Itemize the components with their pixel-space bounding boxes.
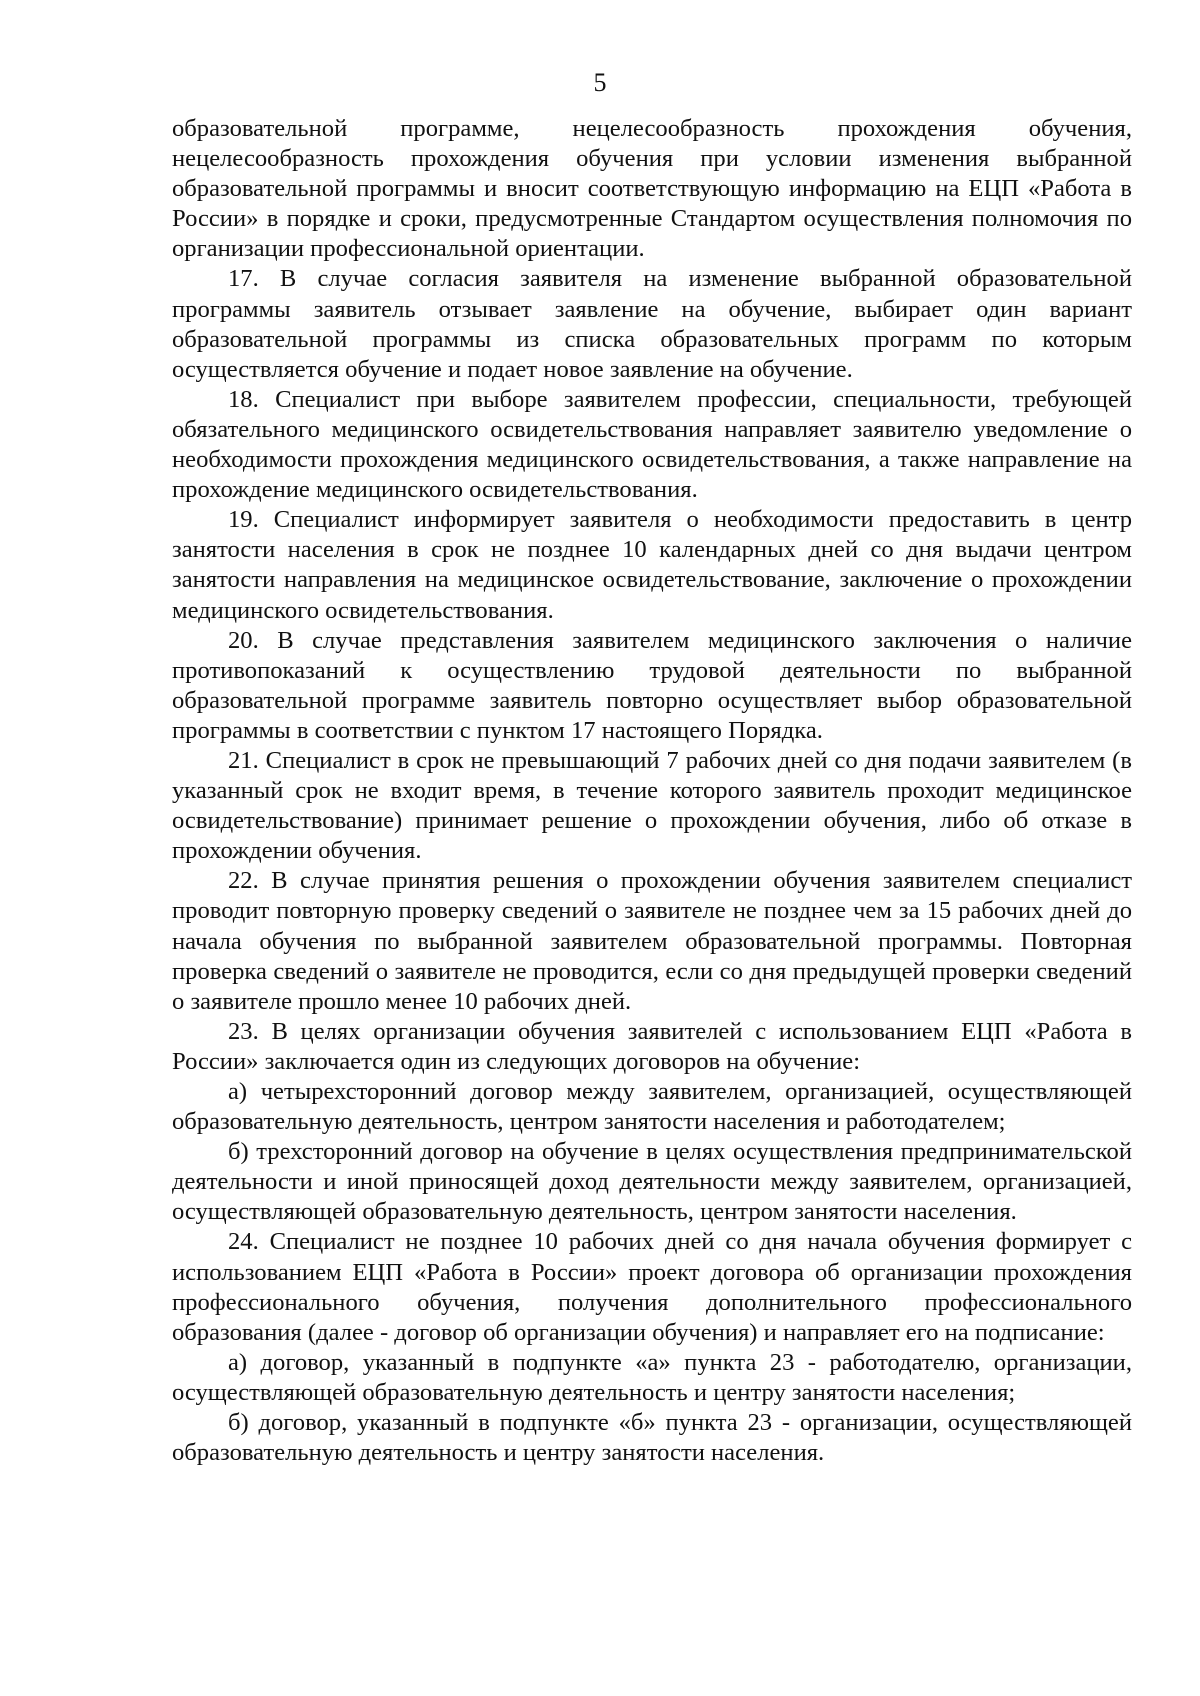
page-number: 5 <box>593 68 607 97</box>
paragraph-24-a: а) договор, указанный в подпункте «а» пункта 23 - работодателю, организации, осуществляющей образовательную деятельность и центру занятости населения; <box>172 1348 1132 1406</box>
paragraph-19: 19. Специалист информирует заявителя о необходимости предоставить в центр занятости населения в срок не позднее 10 календарных дней со дня выдачи центром занятости направления на медицинское освидетельствование, заключение о прохождении медицинского освидетельствования. <box>172 506 1132 624</box>
paragraph-21: 21. Специалист в срок не превышающий 7 рабочих дней со дня подачи заявителем (в указанный срок не входит время, в течение которого заявитель проходит медицинское освидетельствование) принимает решение о прохождении обучения, либо об отказе в прохождении обучения. <box>172 746 1132 865</box>
paragraph-continuation: образовательной программе, нецелесообразность прохождения обучения, нецелесообразность прохождения обучения при условии изменения выбранной образовательной программы и вносит соответствующую информацию на ЕЦП «Работа в России» в порядке и сроки, предусмотренные Стандартом осуществления полномочия по организации профессиональной ориентации. <box>172 115 1132 263</box>
paragraph-23: 23. В целях организации обучения заявителей с использованием ЕЦП «Работа в России» заключается один из следующих договоров на обучение: <box>172 1017 1132 1075</box>
paragraph-23-a: а) четырехсторонний договор между заявителем, организацией, осуществляющей образовательную деятельность, центром занятости населения и работодателем; <box>172 1078 1132 1136</box>
paragraph-23-b: б) трехсторонний договор на обучение в целях осуществления предпринимательской деятельности и иной приносящей доход деятельности между заявителем, организацией, осуществляющей образовательную деятельность, центром занятости населения. <box>172 1138 1132 1226</box>
paragraph-18: 18. Специалист при выборе заявителем профессии, специальности, требующей обязательного медицинского освидетельствования направляет заявителю уведомление о необходимости прохождения медицинского освидетельствования, а также направление на прохождение медицинского освидетельствования. <box>172 385 1132 504</box>
paragraph-24-b: б) договор, указанный в подпункте «б» пункта 23 - организации, осуществляющей образовательную деятельность и центру занятости населения. <box>172 1409 1132 1467</box>
paragraph-22: 22. В случае принятия решения о прохождении обучения заявителем специалист проводит повторную проверку сведений о заявителе не позднее чем за 15 рабочих дней до начала обучения по выбранной заявителем образовательной программы. Повторная проверка сведений о заявителе не проводится, если со дня предыдущей проверки сведений о заявителе прошло менее 10 рабочих дней. <box>172 867 1132 1015</box>
paragraph-17: 17. В случае согласия заявителя на изменение выбранной образовательной программы заявитель отзывает заявление на обучение, выбирает один вариант образовательной программы из списка образовательных программ по которым осуществляется обучение и подает новое заявление на обучение. <box>172 265 1132 383</box>
paragraph-20: 20. В случае представления заявителем медицинского заключения о наличие противопоказаний к осуществлению трудовой деятельности по выбранной образовательной программе заявитель повторно осуществляет выбор образовательной программы в соответствии с пунктом 17 настоящего Порядка. <box>172 626 1132 744</box>
paragraph-24: 24. Специалист не позднее 10 рабочих дней со дня начала обучения формирует с использованием ЕЦП «Работа в России» проект договора об организации прохождения профессионального обучения, получения дополнительного профессионального образования (далее - договор об организации обучения) и направляет его на подписание: <box>172 1228 1132 1346</box>
document-body <box>172 114 1132 1468</box>
